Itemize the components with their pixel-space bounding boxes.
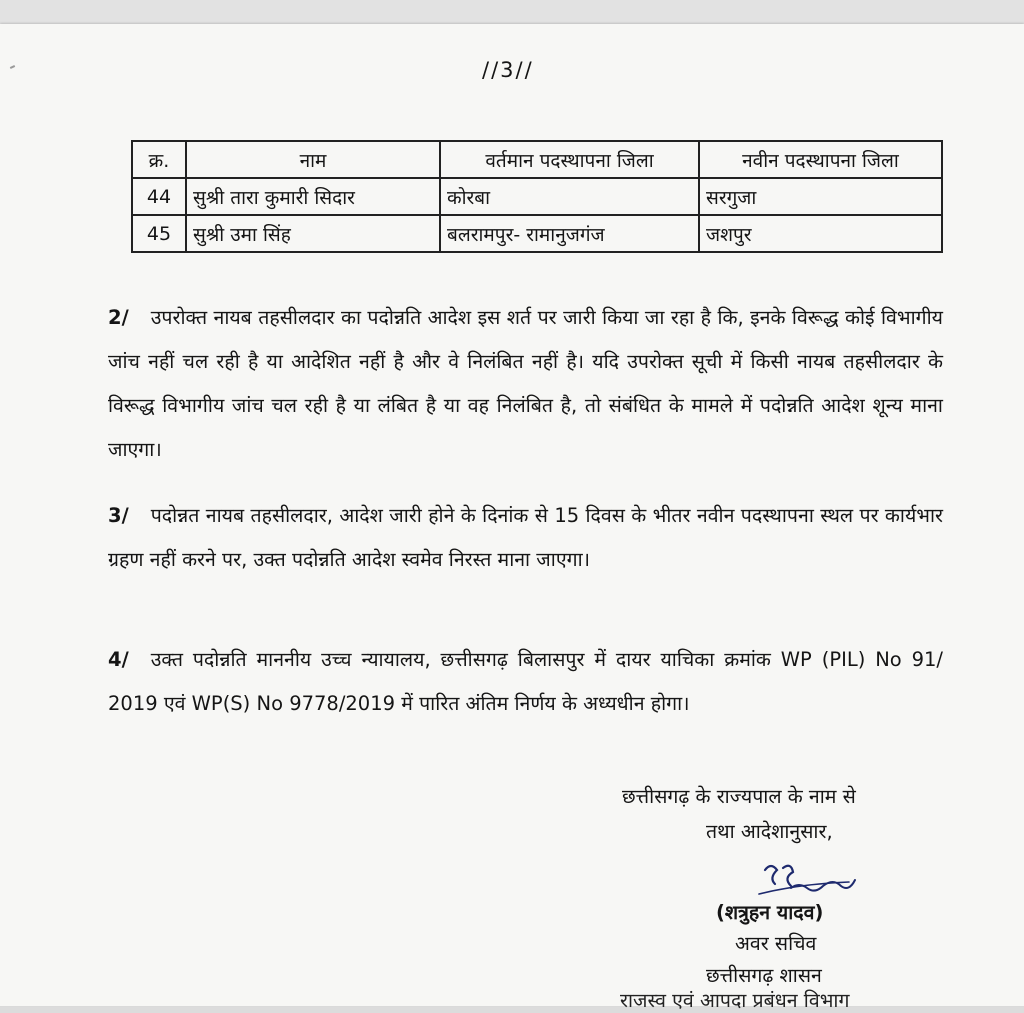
department-name: राजस्व एवं आपदा प्रबंधन विभाग xyxy=(620,989,850,1012)
cell-current-district: कोरबा xyxy=(440,178,699,215)
authority-line-1: छत्तीसगढ़ के राज्यपाल के नाम से xyxy=(622,785,856,808)
cell-new-district: सरगुजा xyxy=(699,178,942,215)
header-new-district: नवीन पदस्थापना जिला xyxy=(699,141,942,178)
signatory-designation: अवर सचिव xyxy=(735,932,817,955)
paragraph-number: 4/ xyxy=(108,648,129,671)
paragraph-4 xyxy=(108,638,943,726)
paragraph-number: 3/ xyxy=(108,504,129,527)
header-current-district: वर्तमान पदस्थापना जिला xyxy=(440,141,699,178)
cell-serial: 44 xyxy=(132,178,186,215)
paragraph-number: 2/ xyxy=(108,306,129,329)
cell-name: सुश्री उमा सिंह xyxy=(186,215,440,252)
government-name: छत्तीसगढ़ शासन xyxy=(706,964,822,987)
cell-serial: 45 xyxy=(132,215,186,252)
cell-current-district: बलरामपुर- रामानुजगंज xyxy=(440,215,699,252)
signatory-name: (शत्रुहन यादव) xyxy=(716,901,824,924)
paragraph-text: उपरोक्त नायब तहसीलदार का पदोन्नति आदेश इस शर्त पर जारी किया जा रहा है कि, इनके विरूद्ध कोई विभागीय जांच नहीं चल रही है या आदेशित नहीं है और वे निलंबित नहीं है। यदि उपरोक्त सूची में किसी नायब तहसीलदार के विरूद्ध विभागीय जांच चल रही है या लंबित है या वह निलंबित है, तो संबंधित के मामले में पदोन्नति आदेश शून्य माना जाएगा। xyxy=(108,306,943,461)
table-header-row xyxy=(132,141,942,178)
page-number: //3// xyxy=(482,58,534,82)
paragraph-text: पदोन्नत नायब तहसीलदार, आदेश जारी होने के दिनांक से 15 दिवस के भीतर नवीन पदस्थापना स्थल पर कार्यभार ग्रहण नहीं करने पर, उक्त पदोन्नति आदेश स्वमेव निरस्त माना जाएगा। xyxy=(108,504,943,571)
paragraph-2 xyxy=(108,296,943,472)
posting-table xyxy=(131,140,943,253)
paragraph-text: उक्त पदोन्नति माननीय उच्च न्यायालय, छत्तीसगढ़ बिलासपुर में दायर याचिका क्रमांक WP (PIL) No 91/ 2019 एवं WP(S) No 9778/2019 में पारित अंतिम निर्णय के अध्यधीन होगा। xyxy=(108,648,943,715)
paragraph-3 xyxy=(108,494,943,582)
header-name: नाम xyxy=(186,141,440,178)
cell-new-district: जशपुर xyxy=(699,215,942,252)
header-serial: क्र. xyxy=(132,141,186,178)
cell-name: सुश्री तारा कुमारी सिदार xyxy=(186,178,440,215)
top-strip xyxy=(0,0,1024,24)
table-row xyxy=(132,178,942,215)
authority-line-2: तथा आदेशानुसार, xyxy=(706,820,833,843)
table-row xyxy=(132,215,942,252)
